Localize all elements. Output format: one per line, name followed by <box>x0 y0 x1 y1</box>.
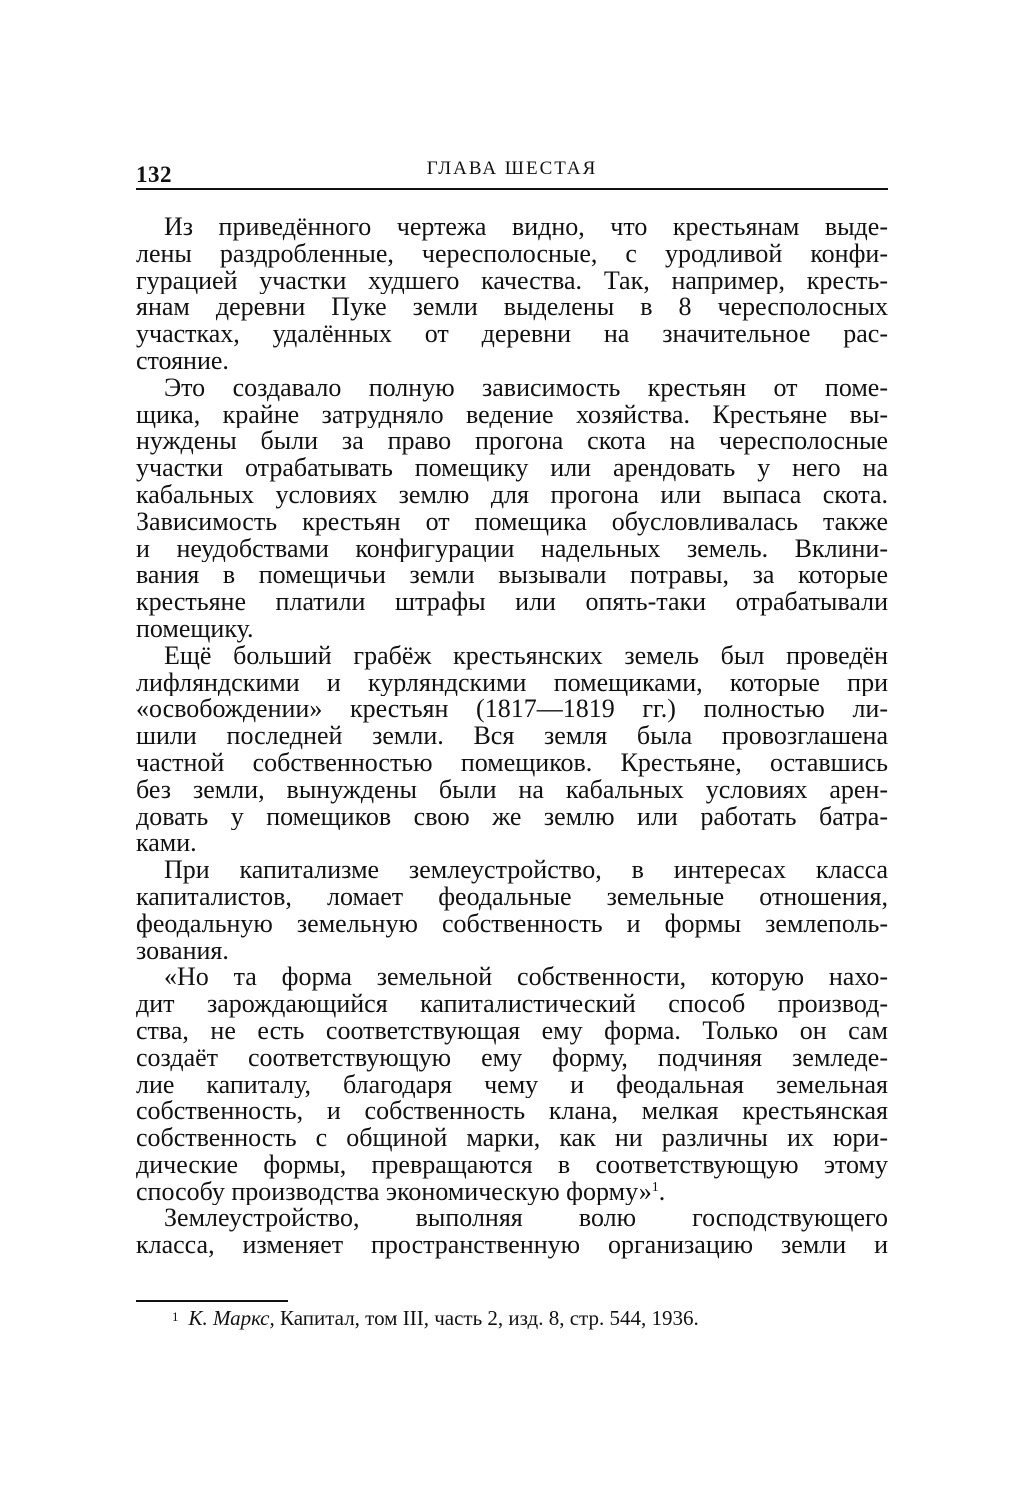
text-line <box>136 1018 888 1045</box>
paragraph <box>136 375 888 643</box>
text-line <box>136 321 888 348</box>
line-text: создаёт соответствующую ему форму, подчиняя земледе- <box>136 1044 888 1072</box>
line-text: Зависимость крестьян от помещика обусловливалась также <box>136 508 888 536</box>
line-text: способу производства экономическую форму» <box>136 1178 652 1206</box>
line-text: кабальных условиях землю для прогона или выпаса скота. <box>136 481 888 509</box>
line-text: щика, крайне затрудняло ведение хозяйства. Крестьяне вы- <box>136 401 888 429</box>
text-line <box>136 750 888 777</box>
line-text: шили последней земли. Вся земля была провозглашена <box>136 723 888 750</box>
paragraph <box>136 214 888 375</box>
line-text: и неудобствами конфигурации надельных земель. Вклини- <box>136 535 888 563</box>
line-text: лие капиталу, благодаря чему и феодальная земельная <box>136 1071 888 1099</box>
footnote-author: К. Маркс, <box>188 1306 275 1330</box>
text-line <box>136 938 888 965</box>
line-tail: . <box>658 1178 666 1206</box>
line-text: Это создавало полную зависимость крестьян от поме- <box>164 374 888 402</box>
text-line <box>136 348 888 375</box>
line-text: без земли, вынуждены были на кабальных условиях арен- <box>136 776 888 804</box>
text-line <box>136 964 888 991</box>
line-text: Землеустройство, выполняя волю господствующего <box>164 1205 888 1233</box>
chapter-title: ГЛАВА ШЕСТАЯ <box>426 158 598 179</box>
text-line <box>136 911 888 938</box>
line-text: «освобождении» крестьян (1817—1819 гг.) полностью ли- <box>136 696 888 724</box>
text-line <box>136 509 888 536</box>
text-line <box>136 241 888 268</box>
line-text: помещику. <box>136 615 254 643</box>
line-text: дит зарождающийся капиталистический способ производ- <box>136 991 888 1018</box>
text-line <box>136 1045 888 1072</box>
footnote-mark: 1 <box>172 1309 179 1324</box>
paragraph <box>136 964 888 1205</box>
text-line <box>136 536 888 563</box>
text-line <box>136 857 888 884</box>
paragraph <box>136 857 888 964</box>
line-text: Ещё больший грабёж крестьянских земель был проведён <box>164 642 888 670</box>
paragraph <box>136 643 888 857</box>
text-line <box>136 884 888 911</box>
text-line <box>136 562 888 589</box>
line-text: лены раздробленные, чересполосные, с уродливой конфи- <box>136 240 888 268</box>
line-text: дические формы, превращаются в соответствующую этому <box>136 1151 888 1179</box>
line-text: феодальную земельную собственность и формы землеполь- <box>136 910 888 938</box>
line-text: зования. <box>136 937 229 965</box>
text-line <box>136 670 888 697</box>
line-text: вания в помещичьи земли вызывали потравы, за которые <box>136 562 888 590</box>
line-text: крестьяне платили штрафы или опять-таки отрабатывали <box>136 589 888 616</box>
text-line <box>136 830 888 857</box>
line-text: ками. <box>136 830 197 858</box>
line-text: класса, изменяет пространственную организацию земли и <box>136 1232 888 1260</box>
text-line <box>136 696 888 723</box>
line-text: «Но та форма земельной собственности, которую нахо- <box>164 964 888 992</box>
text-line <box>136 991 888 1018</box>
text-line <box>136 375 888 402</box>
text-line <box>136 723 888 750</box>
text-line <box>136 777 888 804</box>
line-text: янам деревни Пуке земли выделены в 8 чересполосных <box>136 294 888 322</box>
text-line <box>136 1072 888 1099</box>
line-text: довать у помещиков свою же землю или работать батра- <box>136 803 888 831</box>
line-text: ства, не есть соответствующая ему форма. Только он сам <box>136 1017 888 1045</box>
line-text: стояние. <box>136 347 229 375</box>
line-text: частной собственностью помещиков. Крестьяне, оставшись <box>136 749 888 777</box>
text-line <box>136 1098 888 1125</box>
text-line <box>136 616 888 643</box>
text-line <box>136 589 888 616</box>
text-line <box>136 1152 888 1179</box>
line-text: При капитализме землеустройство, в интересах класса <box>164 857 888 884</box>
text-line <box>136 268 888 295</box>
line-text: лифляндскими и курляндскими помещиками, которые при <box>136 669 888 697</box>
line-text: Из приведённого чертежа видно, что крестьянам выде- <box>164 214 888 241</box>
footnote-reference: 1 <box>651 1179 659 1195</box>
page-number: 132 <box>136 162 172 187</box>
text-line <box>136 1179 888 1206</box>
line-text: нуждены были за право прогона скота на чересполосные <box>136 428 888 456</box>
line-text: гурацией участки худшего качества. Так, например, кресть- <box>136 267 888 295</box>
line-text: капиталистов, ломает феодальные земельные отношения, <box>136 883 888 911</box>
text-line <box>136 428 888 455</box>
text-line <box>136 643 888 670</box>
text-line <box>136 1205 888 1232</box>
line-text: участки отрабатывать помещику или арендовать у него на <box>136 455 888 482</box>
body-text <box>136 214 888 1259</box>
text-line <box>136 402 888 429</box>
text-line <box>136 804 888 831</box>
text-line <box>136 1232 888 1259</box>
footnote-rule <box>136 1300 288 1302</box>
line-text: участках, удалённых от деревни на значительное рас- <box>136 321 888 348</box>
text-line <box>136 1125 888 1152</box>
line-text: собственность, и собственность клана, мелкая крестьянская <box>136 1098 888 1126</box>
footnote-text: Капитал, том III, часть 2, изд. 8, стр. 544, 1936. <box>280 1306 699 1330</box>
text-line <box>136 214 888 241</box>
text-line <box>136 455 888 482</box>
footnote <box>172 1306 699 1331</box>
text-line <box>136 482 888 509</box>
paragraph <box>136 1205 888 1259</box>
text-line <box>136 294 888 321</box>
line-text: собственность с общиной марки, как ни различны их юри- <box>136 1125 888 1152</box>
running-head <box>136 156 888 190</box>
